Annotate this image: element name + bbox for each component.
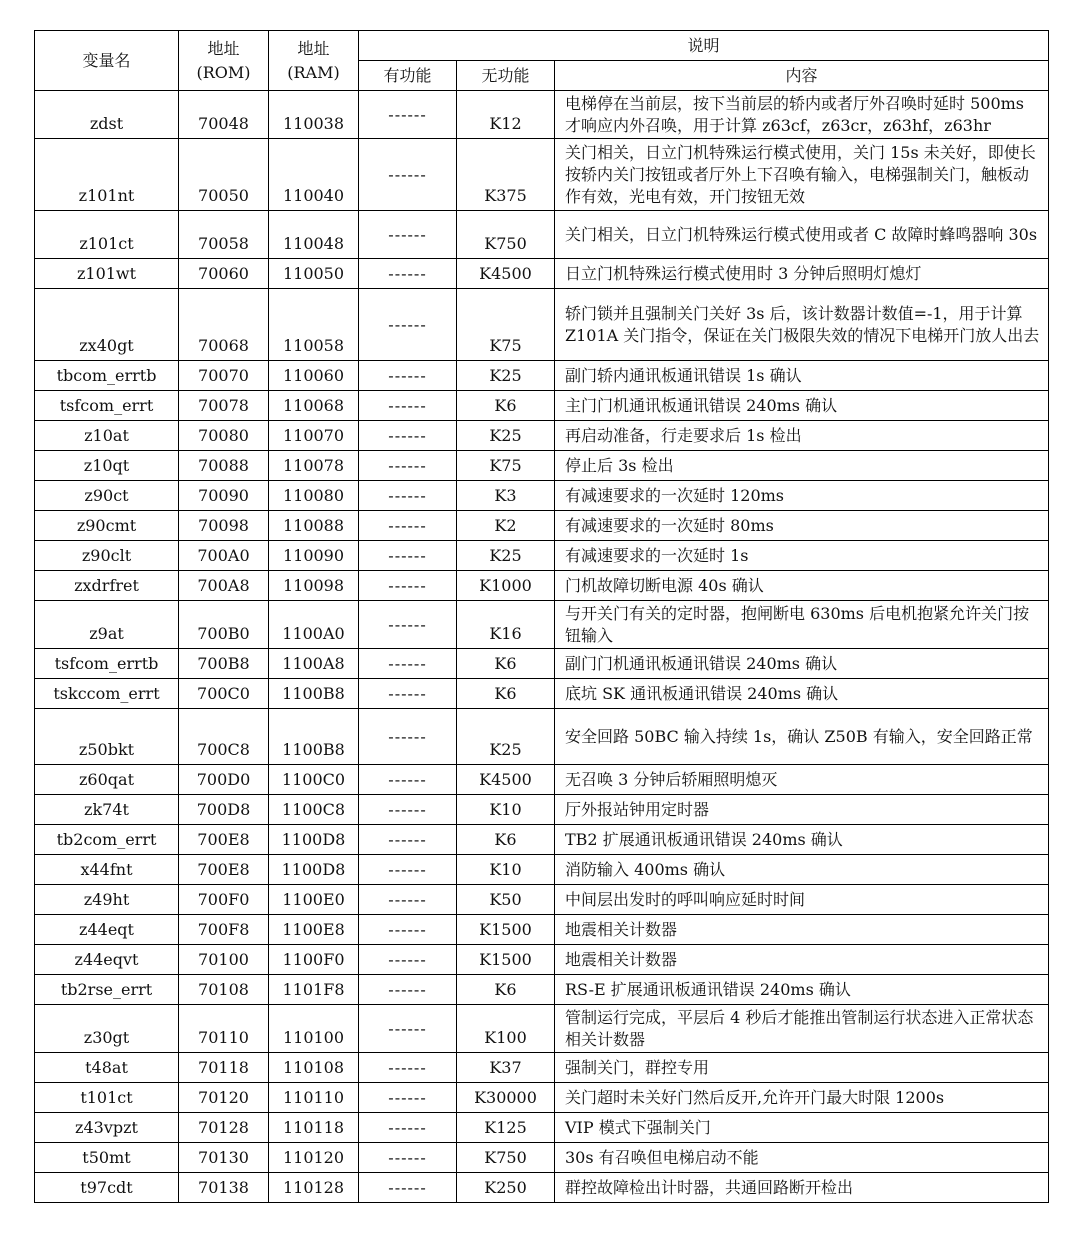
cell-description: 无召唤 3 分钟后轿厢照明熄灭: [555, 765, 1049, 795]
cell-without-function: K6: [457, 975, 555, 1005]
table-row: [35, 391, 1049, 421]
cell-without-function: K6: [457, 679, 555, 709]
cell-description: 副门轿内通讯板通讯错误 1s 确认: [555, 361, 1049, 391]
cell-rom-address: 700B8: [179, 649, 269, 679]
cell-ram-address: 110090: [269, 541, 359, 571]
cell-without-function: K75: [457, 289, 555, 361]
cell-without-function: K37: [457, 1053, 555, 1083]
table-body: [35, 91, 1049, 1203]
table-row: [35, 709, 1049, 765]
table-row: [35, 451, 1049, 481]
cell-variable-name: z101nt: [35, 139, 179, 211]
cell-with-function: ------: [359, 1005, 457, 1053]
cell-description: 消防输入 400ms 确认: [555, 855, 1049, 885]
cell-variable-name: z10at: [35, 421, 179, 451]
header-ram-line1: 地址: [297, 38, 330, 58]
cell-rom-address: 70068: [179, 289, 269, 361]
cell-description: 厅外报站钟用定时器: [555, 795, 1049, 825]
cell-variable-name: z30gt: [35, 1005, 179, 1053]
table-row: [35, 915, 1049, 945]
table-row: [35, 541, 1049, 571]
cell-without-function: K1500: [457, 915, 555, 945]
cell-with-function: ------: [359, 139, 457, 211]
cell-variable-name: z50bkt: [35, 709, 179, 765]
table-row: [35, 571, 1049, 601]
cell-ram-address: 110050: [269, 259, 359, 289]
cell-with-function: ------: [359, 211, 457, 259]
cell-ram-address: 110110: [269, 1083, 359, 1113]
cell-with-function: ------: [359, 481, 457, 511]
cell-rom-address: 70050: [179, 139, 269, 211]
cell-without-function: K12: [457, 91, 555, 139]
cell-without-function: K4500: [457, 765, 555, 795]
cell-description: 安全回路 50BC 输入持续 1s，确认 Z50B 有输入，安全回路正常: [555, 709, 1049, 765]
cell-description: 中间层出发时的呼叫响应延时时间: [555, 885, 1049, 915]
cell-rom-address: 700D0: [179, 765, 269, 795]
cell-rom-address: 70128: [179, 1113, 269, 1143]
table-row: [35, 1083, 1049, 1113]
cell-with-function: ------: [359, 945, 457, 975]
cell-without-function: K750: [457, 211, 555, 259]
variable-table: [34, 30, 1049, 1203]
header-address-ram: [269, 31, 359, 91]
cell-description: 关门相关，日立门机特殊运行模式使用，关门 15s 未关好，即使长按轿内关门按钮或者厅外上下召唤有输入，电梯强制关门，触板动作有效，光电有效，开门按钮无效: [555, 139, 1049, 211]
cell-variable-name: t48at: [35, 1053, 179, 1083]
cell-description: 管制运行完成，平层后 4 秒后才能推出管制运行状态进入正常状态相关计数器: [555, 1005, 1049, 1053]
cell-ram-address: 110070: [269, 421, 359, 451]
cell-with-function: ------: [359, 975, 457, 1005]
cell-variable-name: zx40gt: [35, 289, 179, 361]
cell-with-function: ------: [359, 289, 457, 361]
cell-ram-address: 110100: [269, 1005, 359, 1053]
cell-ram-address: 1100A8: [269, 649, 359, 679]
header-variable-name: 变量名: [35, 31, 179, 91]
cell-with-function: ------: [359, 915, 457, 945]
cell-without-function: K1500: [457, 945, 555, 975]
table-row: [35, 1113, 1049, 1143]
cell-ram-address: 110118: [269, 1113, 359, 1143]
cell-rom-address: 70060: [179, 259, 269, 289]
cell-rom-address: 700C0: [179, 679, 269, 709]
table-row: [35, 139, 1049, 211]
cell-ram-address: 110088: [269, 511, 359, 541]
cell-variable-name: tb2com_errt: [35, 825, 179, 855]
cell-description: 停止后 3s 检出: [555, 451, 1049, 481]
cell-variable-name: z44eqt: [35, 915, 179, 945]
cell-ram-address: 1100B8: [269, 679, 359, 709]
cell-rom-address: 70108: [179, 975, 269, 1005]
cell-variable-name: zk74t: [35, 795, 179, 825]
table-row: [35, 1005, 1049, 1053]
cell-variable-name: t101ct: [35, 1083, 179, 1113]
cell-ram-address: 110038: [269, 91, 359, 139]
table-row: [35, 361, 1049, 391]
cell-rom-address: 700A0: [179, 541, 269, 571]
table-row: [35, 259, 1049, 289]
cell-with-function: ------: [359, 649, 457, 679]
header-with-function: 有功能: [359, 61, 457, 91]
cell-ram-address: 1100B8: [269, 709, 359, 765]
cell-variable-name: t50mt: [35, 1143, 179, 1173]
cell-rom-address: 70080: [179, 421, 269, 451]
cell-with-function: ------: [359, 1143, 457, 1173]
cell-variable-name: zdst: [35, 91, 179, 139]
cell-ram-address: 110060: [269, 361, 359, 391]
table-row: [35, 945, 1049, 975]
cell-description: 轿门锁并且强制关门关好 3s 后，该计数器计数值=-1，用于计算 Z101A 关门指令，保证在关门极限失效的情况下电梯开门放人出去: [555, 289, 1049, 361]
cell-description: 地震相关计数器: [555, 915, 1049, 945]
cell-with-function: ------: [359, 391, 457, 421]
cell-without-function: K75: [457, 451, 555, 481]
table-row: [35, 855, 1049, 885]
cell-ram-address: 110128: [269, 1173, 359, 1203]
cell-ram-address: 110078: [269, 451, 359, 481]
cell-rom-address: 70070: [179, 361, 269, 391]
cell-description: 门机故障切断电源 40s 确认: [555, 571, 1049, 601]
cell-description: VIP 模式下强制关门: [555, 1113, 1049, 1143]
cell-description: TB2 扩展通讯板通讯错误 240ms 确认: [555, 825, 1049, 855]
table-row: [35, 795, 1049, 825]
cell-without-function: K30000: [457, 1083, 555, 1113]
cell-with-function: ------: [359, 259, 457, 289]
cell-rom-address: 700E8: [179, 855, 269, 885]
cell-rom-address: 70088: [179, 451, 269, 481]
cell-without-function: K6: [457, 825, 555, 855]
cell-variable-name: z101ct: [35, 211, 179, 259]
cell-ram-address: 1100C0: [269, 765, 359, 795]
cell-ram-address: 110080: [269, 481, 359, 511]
table-row: [35, 1173, 1049, 1203]
cell-description: 关门超时未关好门然后反开,允许开门最大时限 1200s: [555, 1083, 1049, 1113]
table-row: [35, 679, 1049, 709]
cell-rom-address: 70118: [179, 1053, 269, 1083]
cell-rom-address: 700F0: [179, 885, 269, 915]
cell-description: 有减速要求的一次延时 80ms: [555, 511, 1049, 541]
table-row: [35, 421, 1049, 451]
cell-rom-address: 70058: [179, 211, 269, 259]
cell-rom-address: 700D8: [179, 795, 269, 825]
header-ram-line2: (RAM): [287, 62, 340, 82]
cell-ram-address: 110068: [269, 391, 359, 421]
cell-variable-name: z60qat: [35, 765, 179, 795]
cell-without-function: K375: [457, 139, 555, 211]
cell-ram-address: 110048: [269, 211, 359, 259]
cell-with-function: ------: [359, 855, 457, 885]
cell-description: 日立门机特殊运行模式使用时 3 分钟后照明灯熄灯: [555, 259, 1049, 289]
table-row: [35, 211, 1049, 259]
cell-variable-name: z90ct: [35, 481, 179, 511]
cell-without-function: K6: [457, 649, 555, 679]
cell-description: 电梯停在当前层，按下当前层的轿内或者厅外召唤时延时 500ms 才响应内外召唤，用于计算 z63cf，z63cr，z63hf，z63hr: [555, 91, 1049, 139]
table-row: [35, 289, 1049, 361]
cell-rom-address: 700C8: [179, 709, 269, 765]
cell-without-function: K100: [457, 1005, 555, 1053]
cell-variable-name: tsfcom_errtb: [35, 649, 179, 679]
cell-without-function: K1000: [457, 571, 555, 601]
cell-with-function: ------: [359, 571, 457, 601]
table-row: [35, 649, 1049, 679]
header-content: 内容: [555, 61, 1049, 91]
cell-ram-address: 110108: [269, 1053, 359, 1083]
cell-without-function: K750: [457, 1143, 555, 1173]
cell-rom-address: 70120: [179, 1083, 269, 1113]
cell-rom-address: 70098: [179, 511, 269, 541]
cell-description: 有减速要求的一次延时 120ms: [555, 481, 1049, 511]
cell-variable-name: z101wt: [35, 259, 179, 289]
table-row: [35, 975, 1049, 1005]
cell-rom-address: 700B0: [179, 601, 269, 649]
cell-variable-name: z90cmt: [35, 511, 179, 541]
cell-description: 与开关门有关的定时器，抱闸断电 630ms 后电机抱紧允许关门按钮输入: [555, 601, 1049, 649]
cell-variable-name: zxdrfret: [35, 571, 179, 601]
cell-with-function: ------: [359, 1113, 457, 1143]
cell-variable-name: tskccom_errt: [35, 679, 179, 709]
table-row: [35, 825, 1049, 855]
cell-without-function: K4500: [457, 259, 555, 289]
cell-with-function: ------: [359, 601, 457, 649]
cell-description: 群控故障检出计时器，共通回路断开检出: [555, 1173, 1049, 1203]
table-row: [35, 481, 1049, 511]
header-without-function: 无功能: [457, 61, 555, 91]
cell-description: 底坑 SK 通讯板通讯错误 240ms 确认: [555, 679, 1049, 709]
cell-without-function: K25: [457, 361, 555, 391]
cell-variable-name: z49ht: [35, 885, 179, 915]
cell-variable-name: z10qt: [35, 451, 179, 481]
cell-with-function: ------: [359, 795, 457, 825]
cell-with-function: ------: [359, 451, 457, 481]
cell-without-function: K250: [457, 1173, 555, 1203]
cell-description: RS-E 扩展通讯板通讯错误 240ms 确认: [555, 975, 1049, 1005]
cell-variable-name: tb2rse_errt: [35, 975, 179, 1005]
cell-ram-address: 1100F0: [269, 945, 359, 975]
cell-without-function: K6: [457, 391, 555, 421]
cell-variable-name: z44eqvt: [35, 945, 179, 975]
cell-without-function: K3: [457, 481, 555, 511]
cell-rom-address: 700F8: [179, 915, 269, 945]
table-row: [35, 91, 1049, 139]
cell-description: 30s 有召唤但电梯启动不能: [555, 1143, 1049, 1173]
cell-description: 地震相关计数器: [555, 945, 1049, 975]
cell-description: 强制关门，群控专用: [555, 1053, 1049, 1083]
cell-rom-address: 70110: [179, 1005, 269, 1053]
cell-with-function: ------: [359, 885, 457, 915]
cell-without-function: K10: [457, 795, 555, 825]
cell-with-function: ------: [359, 541, 457, 571]
cell-with-function: ------: [359, 709, 457, 765]
cell-without-function: K25: [457, 709, 555, 765]
cell-with-function: ------: [359, 421, 457, 451]
cell-variable-name: x44fnt: [35, 855, 179, 885]
cell-ram-address: 110120: [269, 1143, 359, 1173]
cell-description: 有减速要求的一次延时 1s: [555, 541, 1049, 571]
table-row: [35, 1053, 1049, 1083]
table-row: [35, 601, 1049, 649]
cell-with-function: ------: [359, 679, 457, 709]
header-rom-line1: 地址: [207, 38, 240, 58]
cell-rom-address: 700A8: [179, 571, 269, 601]
cell-with-function: ------: [359, 1053, 457, 1083]
cell-ram-address: 1100D8: [269, 855, 359, 885]
cell-variable-name: z43vpzt: [35, 1113, 179, 1143]
cell-ram-address: 110040: [269, 139, 359, 211]
cell-variable-name: z90clt: [35, 541, 179, 571]
cell-ram-address: 110058: [269, 289, 359, 361]
cell-without-function: K125: [457, 1113, 555, 1143]
table-row: [35, 511, 1049, 541]
cell-ram-address: 1100D8: [269, 825, 359, 855]
header-explanation: 说明: [359, 31, 1049, 61]
cell-variable-name: tbcom_errtb: [35, 361, 179, 391]
cell-description: 主门门机通讯板通讯错误 240ms 确认: [555, 391, 1049, 421]
cell-without-function: K25: [457, 541, 555, 571]
cell-ram-address: 1100C8: [269, 795, 359, 825]
cell-without-function: K10: [457, 855, 555, 885]
cell-ram-address: 1101F8: [269, 975, 359, 1005]
header-rom-line2: (ROM): [196, 62, 251, 82]
cell-rom-address: 700E8: [179, 825, 269, 855]
cell-without-function: K25: [457, 421, 555, 451]
header-address-rom: [179, 31, 269, 91]
cell-ram-address: 1100E0: [269, 885, 359, 915]
cell-without-function: K16: [457, 601, 555, 649]
cell-description: 关门相关，日立门机特殊运行模式使用或者 C 故障时蜂鸣器响 30s: [555, 211, 1049, 259]
cell-variable-name: t97cdt: [35, 1173, 179, 1203]
cell-with-function: ------: [359, 825, 457, 855]
cell-without-function: K2: [457, 511, 555, 541]
cell-ram-address: 1100A0: [269, 601, 359, 649]
cell-without-function: K50: [457, 885, 555, 915]
cell-with-function: ------: [359, 1083, 457, 1113]
cell-description: 再启动准备，行走要求后 1s 检出: [555, 421, 1049, 451]
cell-with-function: ------: [359, 361, 457, 391]
cell-rom-address: 70090: [179, 481, 269, 511]
cell-ram-address: 1100E8: [269, 915, 359, 945]
cell-rom-address: 70078: [179, 391, 269, 421]
cell-rom-address: 70100: [179, 945, 269, 975]
cell-with-function: ------: [359, 765, 457, 795]
cell-description: 副门门机通讯板通讯错误 240ms 确认: [555, 649, 1049, 679]
table-row: [35, 1143, 1049, 1173]
cell-with-function: ------: [359, 1173, 457, 1203]
cell-variable-name: z9at: [35, 601, 179, 649]
cell-rom-address: 70130: [179, 1143, 269, 1173]
cell-rom-address: 70138: [179, 1173, 269, 1203]
table-header: [35, 31, 1049, 91]
cell-variable-name: tsfcom_errt: [35, 391, 179, 421]
cell-ram-address: 110098: [269, 571, 359, 601]
cell-rom-address: 70048: [179, 91, 269, 139]
table-row: [35, 765, 1049, 795]
cell-with-function: ------: [359, 511, 457, 541]
cell-with-function: ------: [359, 91, 457, 139]
table-row: [35, 885, 1049, 915]
